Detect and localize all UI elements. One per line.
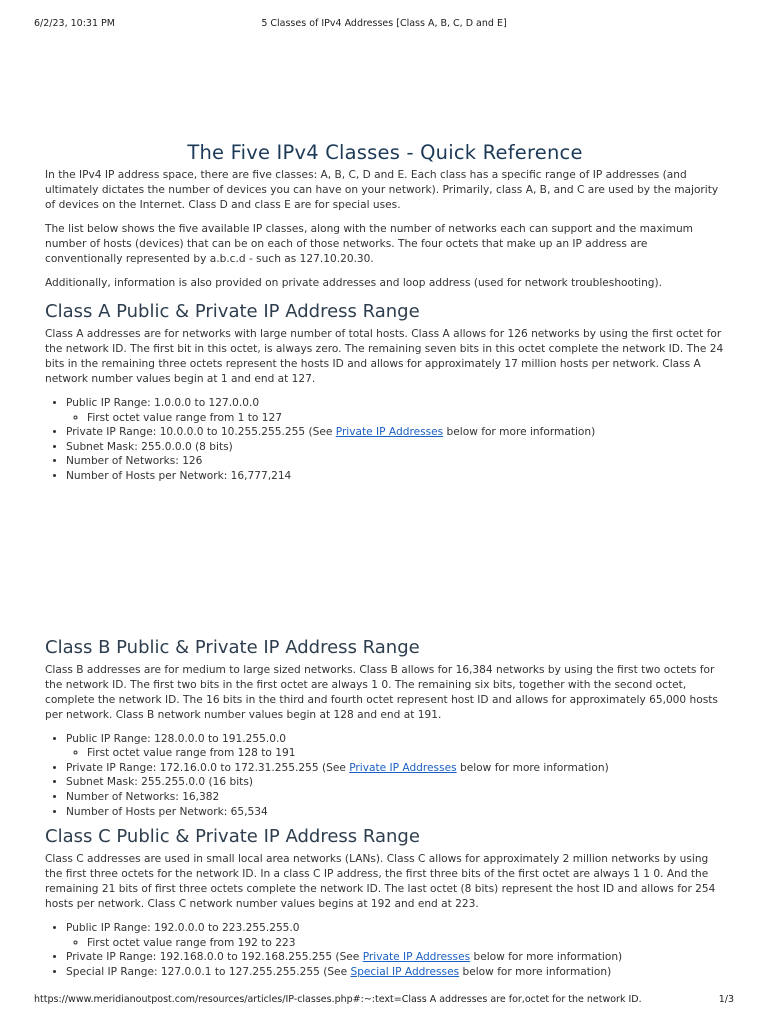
class-a-first-octet: ◦ First octet value range from 1 to 127 [87, 411, 725, 426]
class-a-subnet-mask: • Subnet Mask: 255.0.0.0 (8 bits) [66, 440, 725, 455]
intro-paragraph-3: Additionally, information is also provided on private addresses and loop address (used for network troubleshooting). [45, 277, 663, 289]
intro-paragraph-2: The list below shows the five available IP classes, along with the number of networks each can support and the maximum number of hosts (devices) that can be on each of those networks. The four octets that make up an IP address are conventionally represented by a.b.c.d - such as 127.10.20.30. [45, 223, 693, 265]
class-c-special-suffix: below for more information) [459, 965, 612, 978]
class-b-heading: Class B Public & Private IP Address Range [45, 636, 420, 658]
special-ip-addresses-link[interactable]: Special IP Addresses [350, 965, 460, 978]
article-content [45, 140, 725, 980]
class-c-first-octet: ◦ First octet value range from 192 to 223 [87, 936, 725, 951]
print-document-title: 5 Classes of IPv4 Addresses [Class A, B, C, D and E] [261, 18, 507, 29]
class-c-special-range: Special IP Range: 127.0.0.1 to 127.255.255.255 (See [66, 965, 351, 978]
private-ip-addresses-link[interactable]: Private IP Addresses [362, 951, 471, 964]
class-a-details-list [45, 396, 725, 484]
class-b-section [45, 636, 725, 820]
class-a-private-range: Private IP Range: 10.0.0.0 to 10.255.255.255 (See [66, 426, 336, 439]
class-b-public-range: Public IP Range: 128.0.0.0 to 191.255.0.0 [66, 732, 287, 745]
class-b-private-suffix: below for more information) [456, 761, 609, 774]
class-c-public-range: Public IP Range: 192.0.0.0 to 223.255.255.0 [66, 922, 300, 935]
list-item [66, 921, 725, 950]
class-c-private-suffix: below for more information) [470, 951, 623, 964]
class-b-description: Class B addresses are for medium to large sized networks. Class B allows for 16,384 networks by using the first two octets for the network ID. The first two bits in the first octet are always 1 0. The remaining six bits, together with the second octet, complete the network ID. The 16 bits in the third and fourth octet represent host ID and allows for approximately 65,000 hosts per network. Class B network number values begin at 128 and end at 191. [45, 663, 718, 721]
print-url: https://www.meridianoutpost.com/resources/articles/IP-classes.php#:~:text=Class A addresses are for,octet for the network ID. [34, 994, 642, 1005]
class-c-sub-list [66, 936, 725, 951]
class-a-network-count: • Number of Networks: 126 [66, 454, 725, 469]
page-title: The Five IPv4 Classes - Quick Reference [187, 141, 583, 164]
class-a-description: Class A addresses are for networks with large number of total hosts. Class A allows for 126 networks by using the first octet for the network ID. The first bit in this octet, is always zero. The remaining seven bits in this octet complete the network ID. The 24 bits in the remaining three octets represent the hosts ID and allows for approximately 17 million hosts per network. Class A network number values begin at 1 and end at 127. [45, 328, 724, 385]
class-b-private-range: Private IP Range: 172.16.0.0 to 172.31.255.255 (See [66, 761, 350, 774]
print-header [34, 18, 734, 32]
list-item [66, 732, 725, 761]
page-number: 1/3 [718, 994, 734, 1005]
blank-ad-space [45, 484, 725, 630]
class-c-description: Class C addresses are used in small local area networks (LANs). Class C allows for approximately 2 million networks by using the first three octets for the network ID. In a class C IP address, the first three bits of the first octet are always 1 1 0. And the remaining 21 bits of first three octets complete the network ID. The last octet (8 bits) represent the host ID and allows for 254 hosts per network. Class C network number values begins at 192 and end at 223. [45, 853, 716, 911]
class-b-first-octet: ◦ First octet value range from 128 to 191 [87, 746, 725, 761]
class-c-section [45, 825, 725, 979]
class-c-details-list [45, 921, 725, 979]
print-footer [34, 994, 734, 1008]
list-item [66, 965, 725, 980]
class-a-sub-list [66, 411, 725, 426]
intro-paragraph-1: In the IPv4 IP address space, there are five classes: A, B, C, D and E. Each class has a specific range of IP addresses (and ultimately dictates the number of devices you can have on your network). Primarily, class A, B, and C are used by the majority of devices on the Internet. Class D and class E are for special uses. [45, 169, 719, 211]
class-b-host-count: • Number of Hosts per Network: 65,534 [66, 805, 725, 820]
private-ip-addresses-link[interactable]: Private IP Addresses [335, 426, 444, 439]
list-item [66, 761, 725, 776]
print-date: 6/2/23, 10:31 PM [34, 18, 115, 29]
class-a-section [45, 300, 725, 484]
class-b-sub-list [66, 746, 725, 761]
class-a-heading: Class A Public & Private IP Address Range [45, 301, 420, 322]
class-b-details-list [45, 732, 725, 820]
class-a-public-range: Public IP Range: 1.0.0.0 to 127.0.0.0 [66, 397, 260, 409]
class-a-private-suffix: below for more information) [443, 426, 596, 439]
class-b-network-count: • Number of Networks: 16,382 [66, 790, 725, 805]
class-b-subnet-mask: • Subnet Mask: 255.255.0.0 (16 bits) [66, 775, 725, 790]
list-item [66, 396, 725, 425]
class-a-host-count: • Number of Hosts per Network: 16,777,214 [66, 469, 725, 484]
class-c-heading: Class C Public & Private IP Address Range [45, 826, 420, 848]
private-ip-addresses-link[interactable]: Private IP Addresses [349, 761, 457, 774]
list-item [66, 425, 725, 440]
class-c-private-range: Private IP Range: 192.168.0.0 to 192.168.255.255 (See [66, 951, 363, 964]
list-item [66, 950, 725, 965]
